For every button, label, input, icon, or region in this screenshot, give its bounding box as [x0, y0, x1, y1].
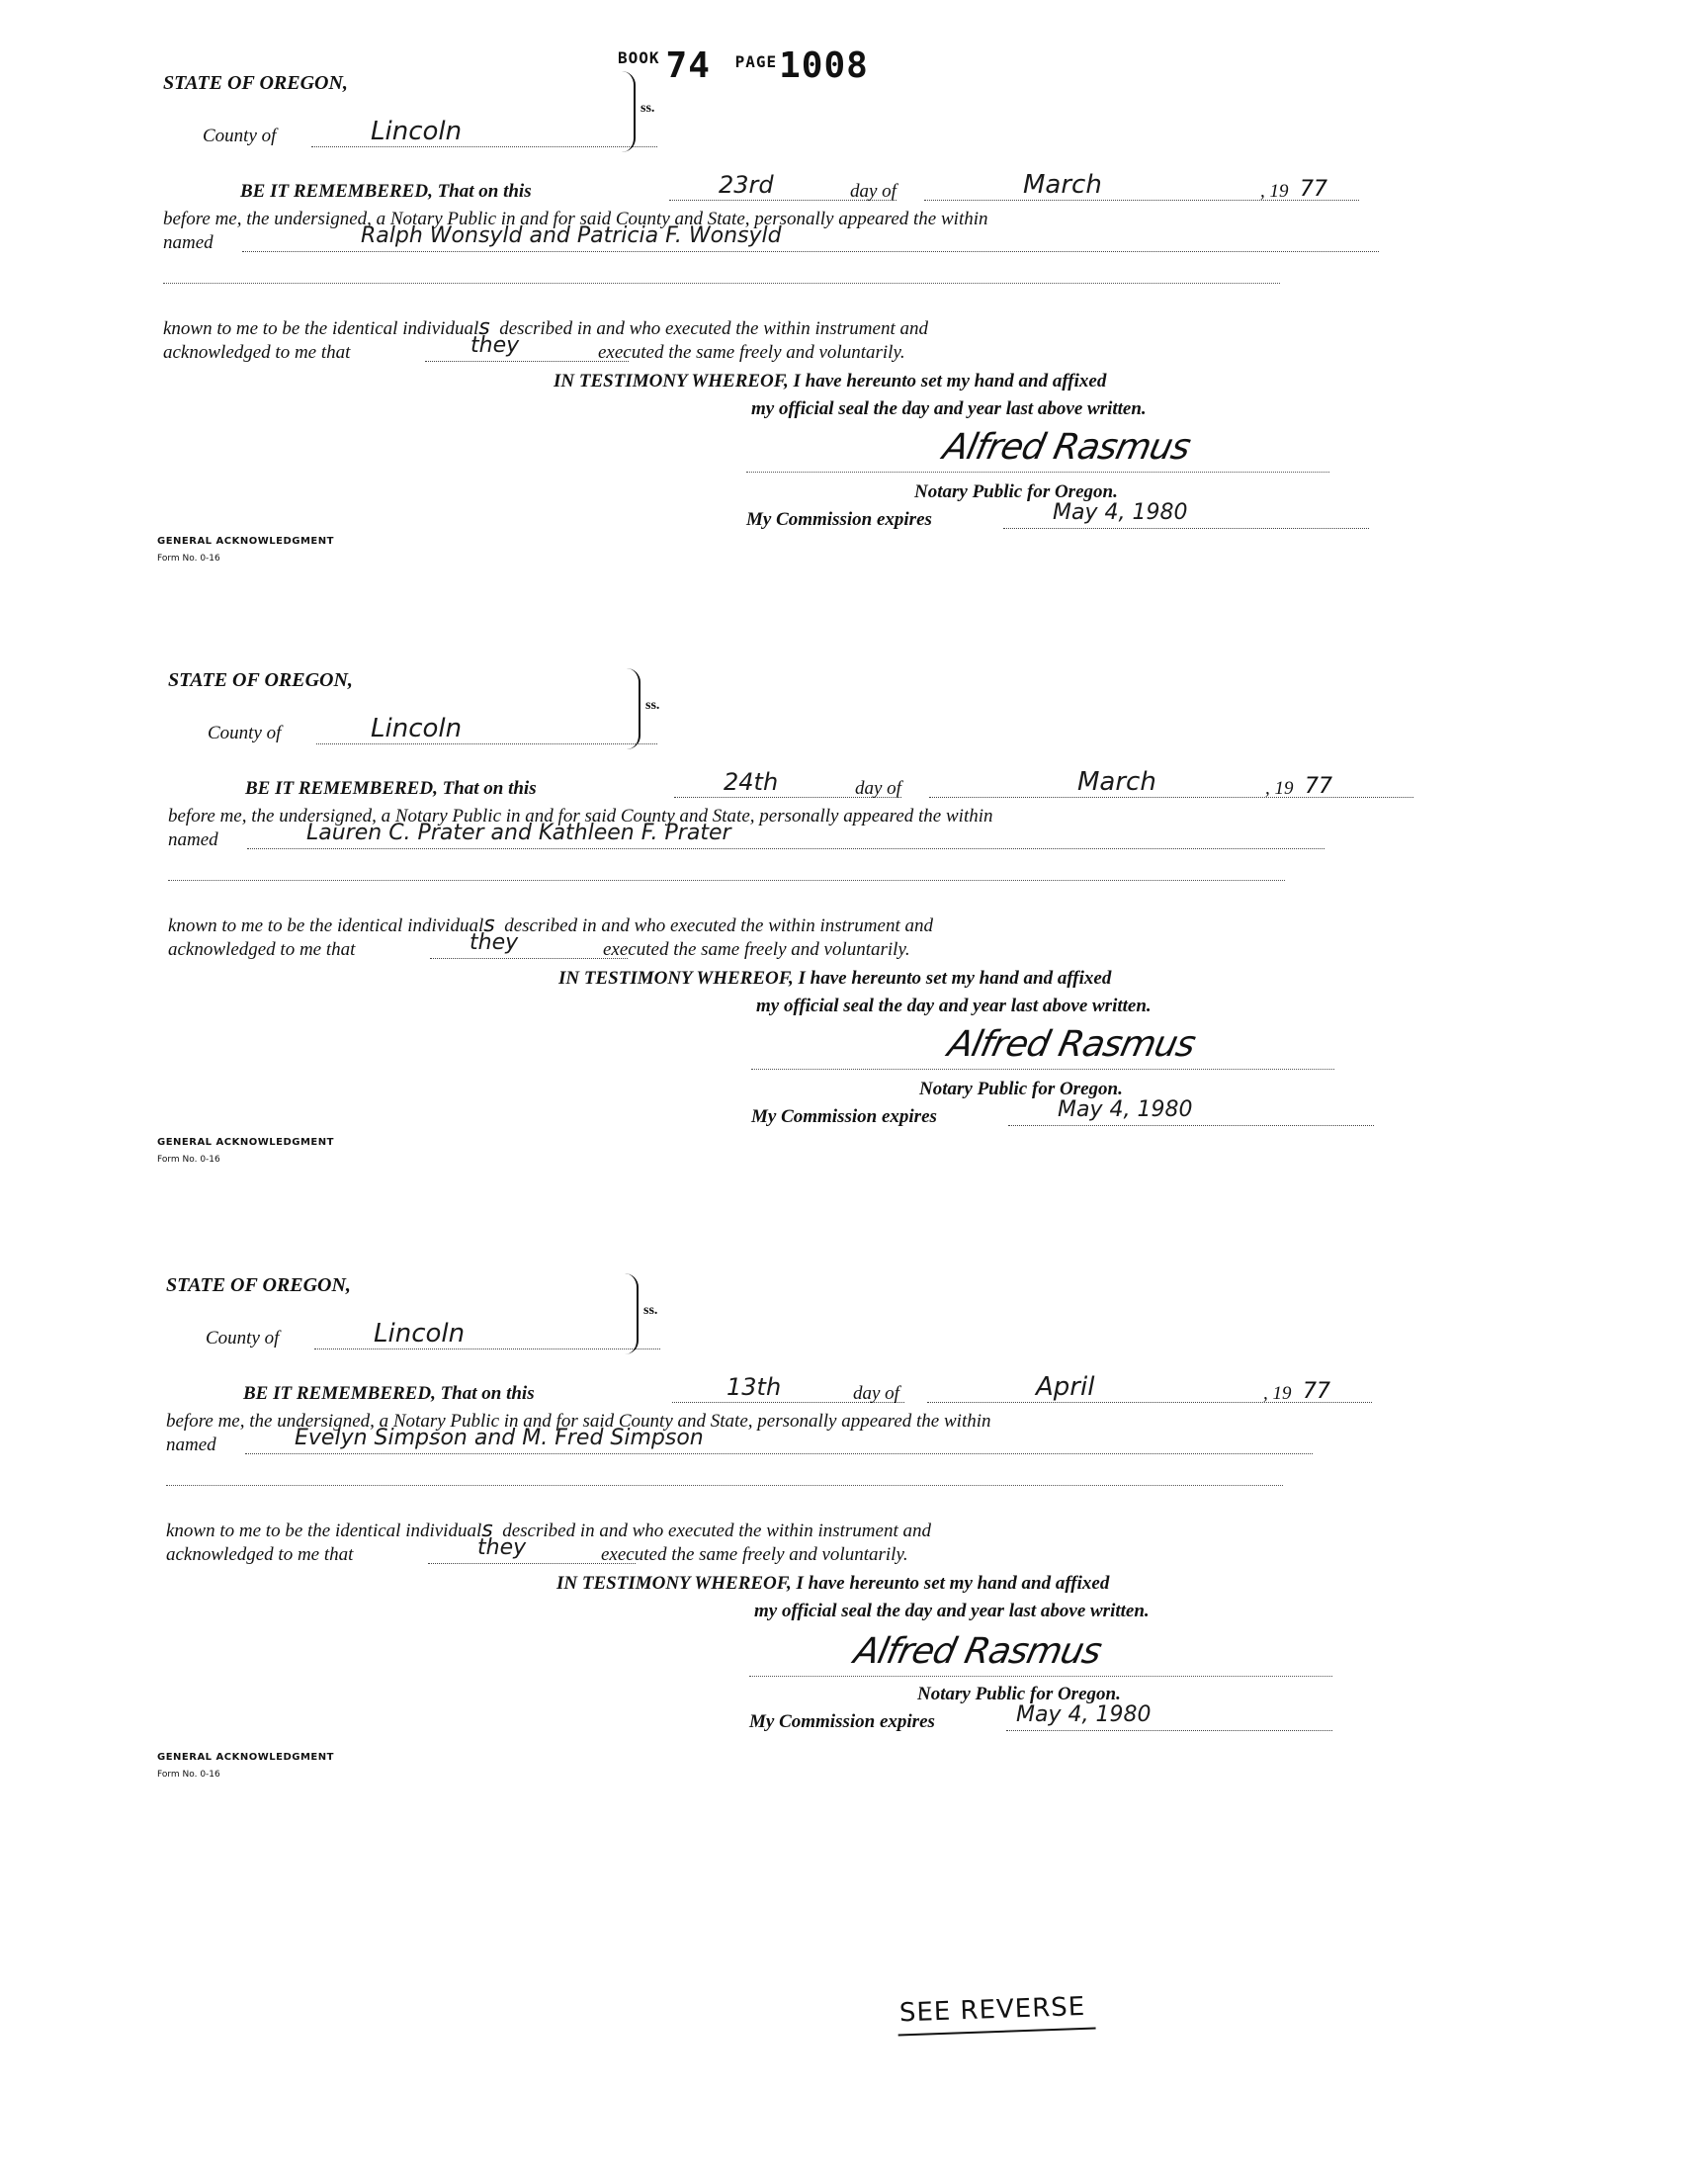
named-label: named: [168, 829, 218, 850]
page-word: PAGE: [734, 52, 778, 71]
ss-label: ss.: [645, 698, 660, 713]
remembered-text: BE IT REMEMBERED, That on this: [240, 181, 532, 202]
book-number: 74: [665, 45, 711, 86]
ack-prefix: acknowledged to me that: [163, 342, 351, 363]
signature-line: [749, 1675, 1332, 1677]
notary-signature: Alfred Rasmus: [944, 1024, 1199, 1065]
commission-value: May 4, 1980: [1008, 1101, 1374, 1126]
seal-text: my official seal the day and year last above written.: [754, 1601, 1150, 1621]
they-value: they: [428, 1539, 636, 1564]
known-suffix: described in and who executed the within instrument and: [502, 1521, 931, 1541]
remembered-text: BE IT REMEMBERED, That on this: [245, 778, 537, 799]
month-value: March: [924, 176, 1359, 201]
individual-suffix: s: [481, 1518, 493, 1542]
form-number: Form No. 0-16: [157, 554, 220, 564]
before-me-text: before me, the undersigned, a Notary Public in and for said County and State, personally appeared the within: [163, 209, 988, 229]
named-value: Lauren C. Prater and Kathleen F. Prater: [247, 825, 1324, 849]
named-label: named: [163, 232, 214, 253]
before-me-text: before me, the undersigned, a Notary Public in and for said County and State, personally appeared the within: [168, 806, 993, 826]
known-prefix: known to me to be the identical individual: [163, 318, 479, 339]
acknowledgment-form-3: [157, 1273, 1349, 1847]
county-label: County of: [206, 1328, 280, 1348]
commission-value: May 4, 1980: [1006, 1706, 1332, 1731]
ss-label: ss.: [640, 101, 655, 116]
day-value: 24th: [674, 773, 901, 798]
form-title: GENERAL ACKNOWLEDGMENT: [157, 536, 334, 547]
bracket: [620, 71, 636, 152]
blank-line: [163, 282, 1280, 284]
day-value: 13th: [672, 1378, 904, 1403]
notary-title: Notary Public for Oregon.: [917, 1684, 1121, 1704]
known-suffix: described in and who executed the within instrument and: [504, 915, 933, 936]
known-prefix: known to me to be the identical individual: [168, 915, 484, 936]
form-number: Form No. 0-16: [157, 1155, 220, 1165]
commission-label: My Commission expires: [751, 1106, 937, 1127]
book-word: BOOK: [618, 48, 660, 67]
remembered-text: BE IT REMEMBERED, That on this: [243, 1383, 535, 1404]
page-number: 1008: [779, 45, 869, 86]
individual-suffix: s: [483, 913, 495, 937]
notary-title: Notary Public for Oregon.: [919, 1079, 1123, 1099]
ack-suffix: executed the same freely and voluntarily.: [598, 342, 905, 363]
county-label: County of: [208, 723, 282, 743]
year-value: 77: [1305, 774, 1332, 799]
before-me-text: before me, the undersigned, a Notary Public in and for said County and State, personally appeared the within: [166, 1411, 991, 1432]
notary-signature: Alfred Rasmus: [850, 1631, 1105, 1672]
notary-signature: Alfred Rasmus: [939, 427, 1194, 468]
ss-label: ss.: [643, 1303, 658, 1318]
seal-text: my official seal the day and year last above written.: [751, 398, 1147, 419]
ack-prefix: acknowledged to me that: [166, 1544, 354, 1565]
named-value: Evelyn Simpson and M. Fred Simpson: [245, 1430, 1313, 1454]
ack-suffix: executed the same freely and voluntarily.: [601, 1544, 908, 1565]
known-suffix: described in and who executed the within instrument and: [499, 318, 928, 339]
state-heading: STATE OF OREGON,: [168, 669, 353, 691]
day-of-label: day of: [853, 1383, 899, 1404]
testimony-text: IN TESTIMONY WHEREOF, I have hereunto set my hand and affixed: [556, 1573, 1110, 1594]
signature-line: [751, 1068, 1334, 1070]
day-of-label: day of: [850, 181, 897, 202]
commission-value: May 4, 1980: [1003, 504, 1369, 529]
state-heading: STATE OF OREGON,: [166, 1274, 351, 1296]
month-value: April: [927, 1378, 1372, 1403]
bracket: [625, 668, 640, 749]
named-value: Ralph Wonsyld and Patricia F. Wonsyld: [242, 227, 1379, 252]
ack-prefix: acknowledged to me that: [168, 939, 356, 960]
blank-line: [168, 879, 1285, 881]
year-prefix: , 19: [1265, 778, 1294, 799]
bracket: [623, 1273, 639, 1354]
individual-suffix: s: [478, 315, 490, 340]
day-of-label: day of: [855, 778, 901, 799]
county-label: County of: [203, 126, 277, 146]
year-prefix: , 19: [1260, 181, 1289, 202]
they-value: they: [425, 337, 629, 362]
year-value: 77: [1303, 1379, 1330, 1404]
form-number: Form No. 0-16: [157, 1770, 220, 1780]
year-value: 77: [1300, 177, 1327, 202]
commission-label: My Commission expires: [746, 509, 932, 530]
form-title: GENERAL ACKNOWLEDGMENT: [157, 1752, 334, 1763]
day-value: 23rd: [669, 176, 897, 201]
named-label: named: [166, 1435, 216, 1455]
county-value: Lincoln: [311, 123, 657, 147]
signature-line: [746, 471, 1329, 473]
seal-text: my official seal the day and year last above written.: [756, 996, 1152, 1016]
they-value: they: [430, 934, 628, 959]
acknowledgment-form-1: [157, 71, 1349, 645]
form-title: GENERAL ACKNOWLEDGMENT: [157, 1137, 334, 1148]
month-value: March: [929, 773, 1413, 798]
commission-label: My Commission expires: [749, 1711, 935, 1732]
testimony-text: IN TESTIMONY WHEREOF, I have hereunto set my hand and affixed: [558, 968, 1112, 989]
testimony-text: IN TESTIMONY WHEREOF, I have hereunto set my hand and affixed: [554, 371, 1107, 392]
known-prefix: known to me to be the identical individual: [166, 1521, 482, 1541]
blank-line: [166, 1484, 1283, 1486]
notary-title: Notary Public for Oregon.: [914, 481, 1118, 502]
ack-suffix: executed the same freely and voluntarily.: [603, 939, 910, 960]
county-value: Lincoln: [314, 1325, 660, 1349]
see-reverse-note: SEE REVERSE: [897, 1992, 1096, 2037]
year-prefix: , 19: [1263, 1383, 1292, 1404]
county-value: Lincoln: [316, 720, 657, 744]
acknowledgment-form-2: [157, 668, 1349, 1242]
state-heading: STATE OF OREGON,: [163, 72, 348, 94]
